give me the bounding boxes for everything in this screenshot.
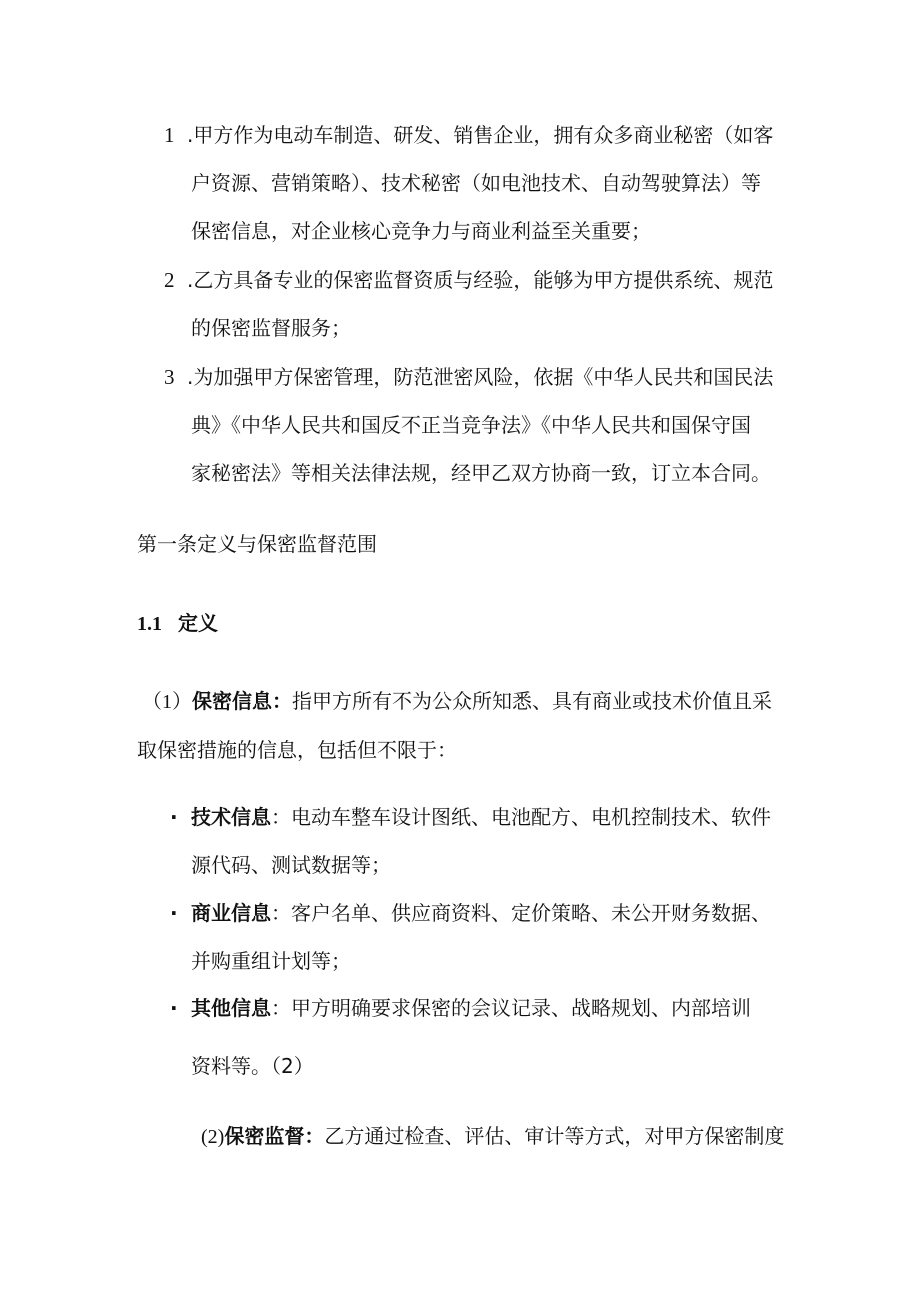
paragraph-line: .为加强甲方保密管理，防范泄密风险，依据《中华人民共和国民法 xyxy=(187,365,774,389)
paragraph-line: 保密信息，对企业核心竞争力与商业利益至关重要； xyxy=(191,219,651,243)
definition-text: 乙方通过检查、评估、审计等方式，对甲方保密制度 xyxy=(324,1124,785,1148)
bullet-dot: · xyxy=(170,901,178,925)
bullet-line: 并购重组计划等； xyxy=(191,949,351,973)
definition-prefix: （1） xyxy=(142,691,192,713)
definition-term: 保密监督： xyxy=(224,1124,325,1148)
item-number: 3 xyxy=(164,365,175,389)
paragraph-line: 户资源、营销策略）、技术秘密（如电池技术、自动驾驶算法）等 xyxy=(191,171,761,195)
article-heading: 第一条定义与保密监督范围 xyxy=(137,532,377,556)
definition-line xyxy=(201,1122,784,1151)
bullet-line: 资料等。（2） xyxy=(191,1054,314,1078)
bullet-term: 其他信息 xyxy=(191,996,271,1020)
bullet-dot: · xyxy=(170,996,178,1020)
section-number: 1.1 xyxy=(137,613,162,635)
paragraph-line: 家秘密法》等相关法律法规，经甲乙双方协商一致，订立本合同。 xyxy=(191,461,771,485)
bullet-term: 技术信息 xyxy=(191,805,271,829)
bullet-line xyxy=(191,803,771,831)
paragraph-line: 的保密监督服务； xyxy=(191,316,351,340)
bullet-dot: · xyxy=(170,805,178,829)
bullet-text: ：甲方明确要求保密的会议记录、战略规划、内部培训 xyxy=(271,996,751,1020)
paragraph-line: .乙方具备专业的保密监督资质与经验，能够为甲方提供系统、规范 xyxy=(187,268,774,292)
paragraph-line: 典》《中华人民共和国反不正当竞争法》《中华人民共和国保守国 xyxy=(191,413,751,437)
section-heading xyxy=(137,609,218,638)
item-number: 1 xyxy=(164,123,175,147)
definition-line xyxy=(142,687,772,716)
bullet-line xyxy=(191,899,771,927)
bullet-line: 源代码、测试数据等； xyxy=(191,853,391,877)
bullet-text: ：客户名单、供应商资料、定价策略、未公开财务数据、 xyxy=(271,901,771,925)
bullet-text: ：电动车整车设计图纸、电池配方、电机控制技术、软件 xyxy=(271,805,771,829)
item-number: 2 xyxy=(164,268,175,292)
definition-line: 取保密措施的信息，包括但不限于： xyxy=(137,738,457,762)
bullet-line xyxy=(191,994,751,1022)
definition-term: 保密信息： xyxy=(192,689,292,713)
bullet-term: 商业信息 xyxy=(191,901,271,925)
paragraph-line: .甲方作为电动车制造、研发、销售企业，拥有众多商业秘密（如客 xyxy=(187,123,774,147)
definition-prefix: (2) xyxy=(201,1126,225,1148)
section-title: 定义 xyxy=(178,611,218,635)
definition-text: 指甲方所有不为公众所知悉、具有商业或技术价值且采 xyxy=(292,689,772,713)
